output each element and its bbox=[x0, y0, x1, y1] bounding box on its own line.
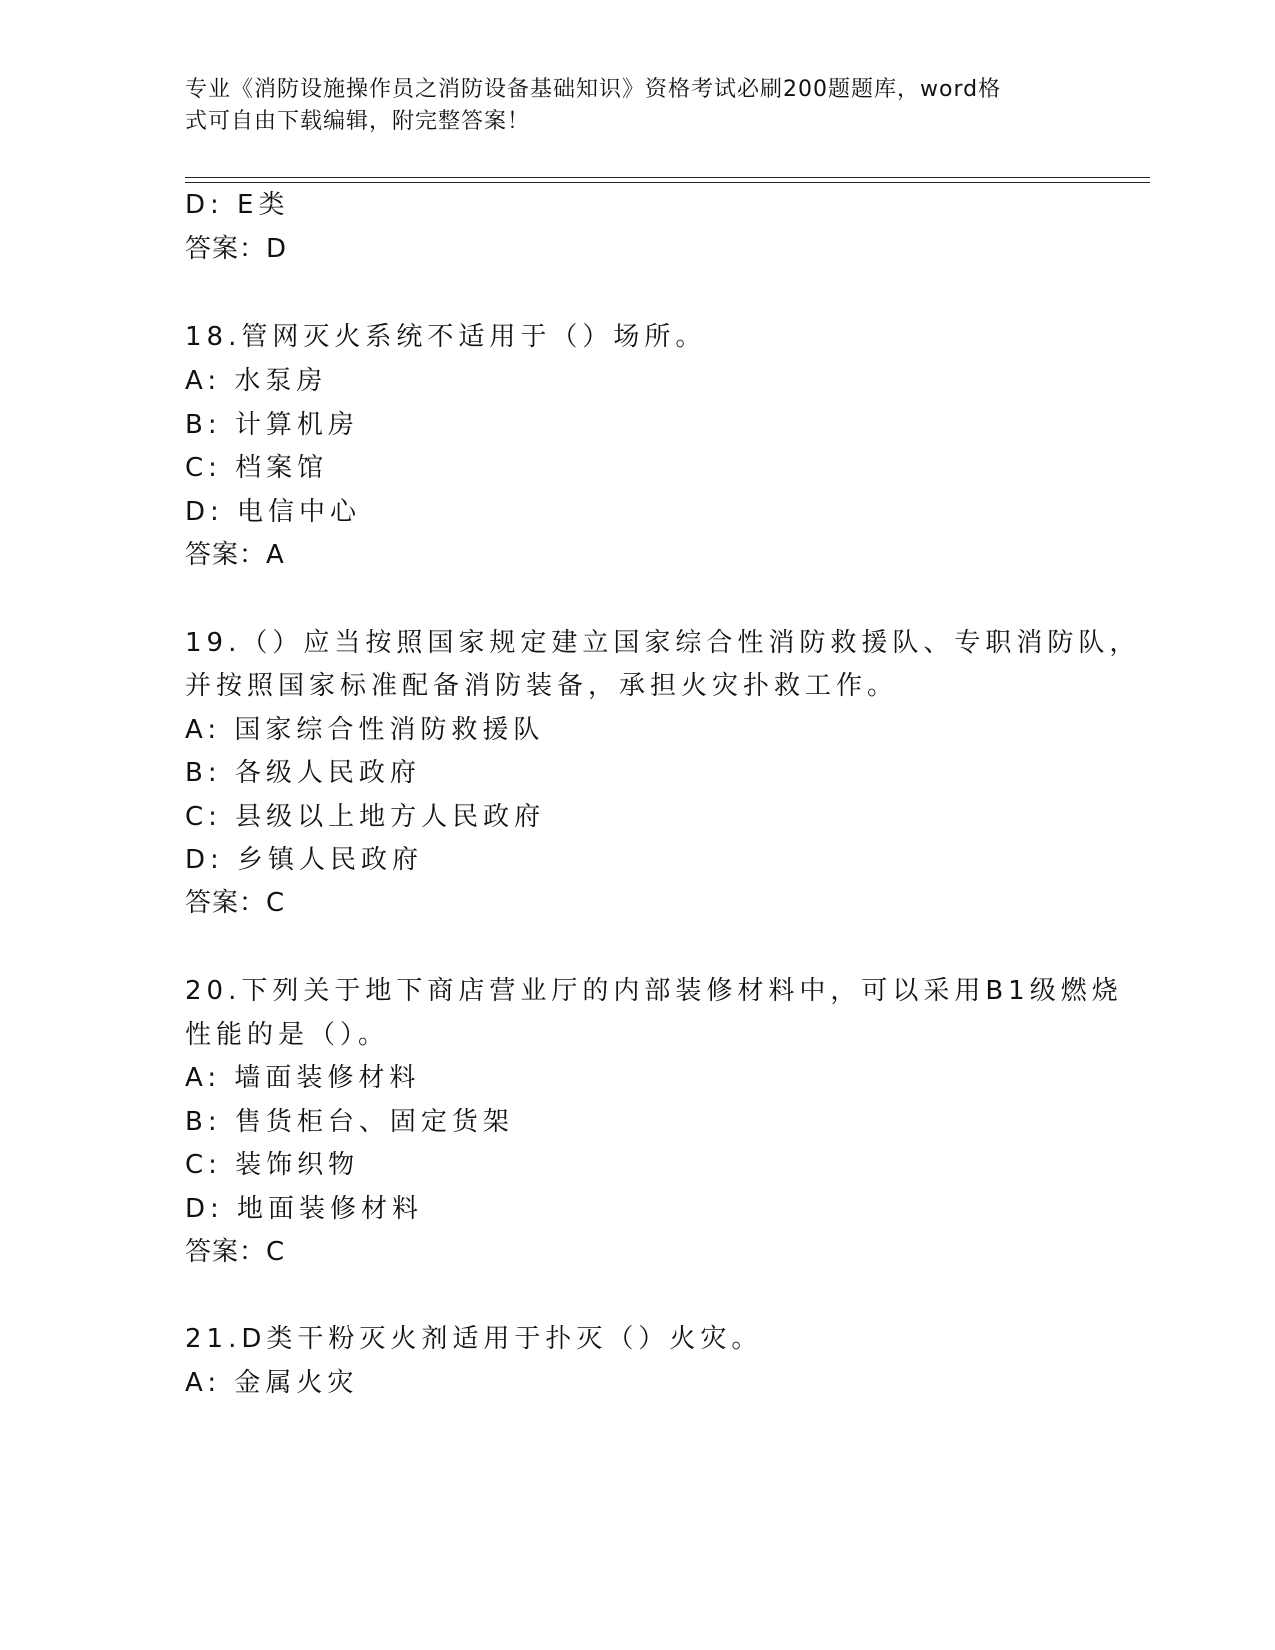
question-18-option-a: A: 水泵房 bbox=[185, 366, 328, 396]
question-19-stem-line-2: 并按照国家标准配备消防装备，承担火灾扑救工作。 bbox=[185, 671, 899, 701]
question-20-option-c: C: 装饰织物 bbox=[185, 1150, 360, 1180]
header-line-2: 式可自由下载编辑，附完整答案！ bbox=[185, 109, 531, 134]
question-19-option-a: A: 国家综合性消防救援队 bbox=[185, 715, 545, 745]
question-18-option-d: D: 电信中心 bbox=[185, 497, 362, 527]
answer: 答案：D bbox=[185, 234, 288, 264]
question-21-option-a: A: 金属火灾 bbox=[185, 1368, 359, 1398]
question-18-option-b: B: 计算机房 bbox=[185, 410, 359, 440]
option-d: D: E类 bbox=[185, 190, 290, 220]
question-20-stem-line-1: 20.下列关于地下商店营业厅的内部装修材料中，可以采用B1级燃烧 bbox=[185, 976, 1123, 1006]
question-19-option-d: D: 乡镇人民政府 bbox=[185, 845, 424, 875]
question-19-option-b: B: 各级人民政府 bbox=[185, 758, 421, 788]
header-divider-bottom bbox=[185, 182, 1150, 183]
document-header bbox=[185, 74, 1065, 138]
question-20-option-a: A: 墙面装修材料 bbox=[185, 1063, 421, 1093]
header-divider-top bbox=[185, 177, 1150, 178]
question-18-option-c: C: 档案馆 bbox=[185, 453, 329, 483]
question-19-stem-line-1: 19.（）应当按照国家规定建立国家综合性消防救援队、专职消防队， bbox=[185, 628, 1141, 658]
question-21-stem: 21.D类干粉灭火剂适用于扑灭（）火灾。 bbox=[185, 1324, 763, 1354]
question-20-option-b: B: 售货柜台、固定货架 bbox=[185, 1107, 514, 1137]
header-line-1: 专业《消防设施操作员之消防设备基础知识》资格考试必刷200题题库，word格 bbox=[185, 77, 1002, 102]
question-19-answer: 答案：C bbox=[185, 888, 286, 918]
question-18-answer: 答案：A bbox=[185, 540, 285, 570]
question-20-stem-line-2: 性能的是（）。 bbox=[185, 1020, 390, 1050]
question-18-stem: 18.管网灭火系统不适用于（）场所。 bbox=[185, 322, 707, 352]
question-20-answer: 答案：C bbox=[185, 1237, 286, 1267]
question-19-option-c: C: 县级以上地方人民政府 bbox=[185, 802, 546, 832]
question-20-option-d: D: 地面装修材料 bbox=[185, 1194, 424, 1224]
